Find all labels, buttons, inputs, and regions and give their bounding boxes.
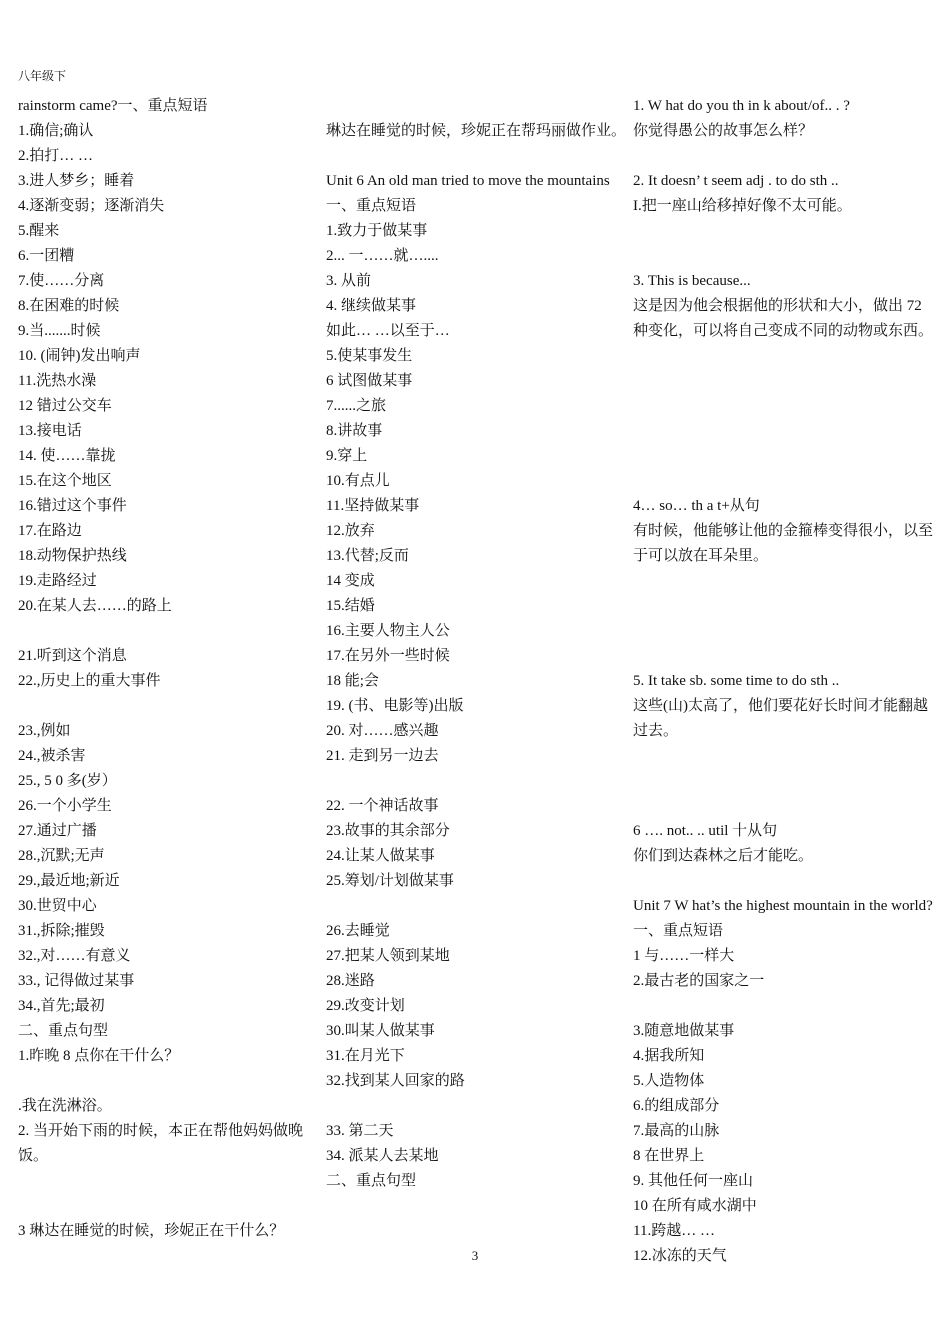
text-line: 10 在所有咸水湖中 — [633, 1198, 757, 1214]
text-line: 你们到达森林之后才能吃。 — [633, 848, 814, 864]
text-line: 23.,例如 — [18, 723, 71, 739]
text-line — [633, 869, 933, 894]
text-line: 2. It doesn’ t seem adj . to do sth .. — [633, 173, 839, 189]
text-line: 3.进人梦乡；睡着 — [18, 173, 135, 189]
page-number: 3 — [471, 1248, 479, 1263]
text-line: 34.,首先;最初 — [18, 998, 105, 1014]
text-line: 33. 第二天 — [326, 1123, 394, 1139]
text-line: 3 琳达在睡觉的时候，珍妮正在干什么？ — [18, 1223, 285, 1239]
text-line — [633, 369, 933, 394]
column-2 — [326, 94, 626, 1194]
text-line: 3.随意地做某事 — [633, 1023, 735, 1039]
text-line: 8 在世界上 — [633, 1148, 705, 1164]
text-line: 11.洗热水澡 — [18, 373, 97, 389]
text-line: 5.人造物体 — [633, 1073, 705, 1089]
text-line — [633, 644, 933, 669]
text-line: 29.,最近地;新近 — [18, 873, 120, 889]
text-line: 2... 一……就….... — [326, 248, 439, 264]
text-line: 6 …. not.. .. util 十从句 — [633, 823, 778, 839]
text-line — [633, 469, 933, 494]
text-line — [326, 769, 626, 794]
text-line: 7.使……分离 — [18, 273, 105, 289]
text-line: Unit 6 An old man tried to move the mountains 一、重点短语 — [326, 173, 610, 214]
text-line: 31.,拆除;摧毁 — [18, 923, 105, 939]
text-line: 7.最高的山脉 — [633, 1123, 720, 1139]
text-line: 1.昨晚 8 点你在干什么？ — [18, 1048, 180, 1064]
text-line: 20. 对……感兴趣 — [326, 723, 439, 739]
text-line — [18, 1069, 316, 1094]
text-line: 22.,历史上的重大事件 — [18, 673, 161, 689]
text-line: 13.代替;反而 — [326, 548, 409, 564]
text-line — [633, 619, 933, 644]
text-line: 12.冰冻的天气 — [633, 1248, 727, 1264]
text-line: 6 试图做某事 — [326, 373, 413, 389]
text-line: 21. 走到另一边去 — [326, 748, 439, 764]
text-line: 16.错过这个事件 — [18, 498, 127, 514]
text-line: 4.据我所知 — [633, 1048, 705, 1064]
text-line: 4.逐渐变弱；逐渐消失 — [18, 198, 165, 214]
text-line: 11.跨越… … — [633, 1223, 715, 1239]
text-line: 13.接电话 — [18, 423, 82, 439]
text-line: 17.在路边 — [18, 523, 82, 539]
text-line: 19.走路经过 — [18, 573, 97, 589]
text-line: 25., 5 0 多(岁） — [18, 773, 117, 789]
text-line: 33., 记得做过某事 — [18, 973, 135, 989]
text-line: 17.在另外一些时候 — [326, 648, 450, 664]
text-line: 7......之旅 — [326, 398, 387, 414]
text-line: 28.,沉默;无声 — [18, 848, 105, 864]
text-line — [633, 744, 933, 769]
text-line — [633, 419, 933, 444]
text-line: Unit 7 W hat’s the highest mountain in the world?一、重点短语 — [633, 898, 933, 939]
text-line: 14. 使……靠拢 — [18, 448, 116, 464]
text-line — [633, 244, 933, 269]
text-line: 6.一团糟 — [18, 248, 75, 264]
text-line: 21.听到这个消息 — [18, 648, 127, 664]
text-line: 5. It take sb. some time to do sth .. — [633, 673, 840, 689]
text-line: 1. W hat do you th in k about/of.. . ? — [633, 98, 850, 114]
column-1 — [18, 94, 316, 1244]
text-line: 2.最古老的国家之一 — [633, 973, 765, 989]
text-line: 这些(山)太高了，他们要花好长时间才能翻越过去。 — [633, 698, 928, 739]
text-line: 31.在月光下 — [326, 1048, 405, 1064]
text-line — [18, 1194, 316, 1219]
text-line: 29.改变计划 — [326, 998, 405, 1014]
page-header: 八年级下 — [18, 69, 67, 83]
text-line: 15.结婚 — [326, 598, 375, 614]
text-line: 18 能;会 — [326, 673, 379, 689]
text-line: 16.主要人物主人公 — [326, 623, 450, 639]
text-line: 32.找到某人回家的路 — [326, 1073, 465, 1089]
text-line: 4. 继续做某事 — [326, 298, 417, 314]
text-line: 30.叫某人做某事 — [326, 1023, 435, 1039]
text-line — [633, 344, 933, 369]
text-line — [326, 1094, 626, 1119]
text-line: 12.放弃 — [326, 523, 375, 539]
text-line: 28.迷路 — [326, 973, 375, 989]
text-line — [633, 444, 933, 469]
text-line: 25.筹划/计划做某事 — [326, 873, 454, 889]
text-line: 20.在某人去……的路上 — [18, 598, 172, 614]
text-line: 二、重点句型 — [18, 1023, 109, 1039]
text-line — [18, 619, 316, 644]
text-line: 18.动物保护热线 — [18, 548, 127, 564]
text-line — [633, 144, 933, 169]
text-line: 6.的组成部分 — [633, 1098, 720, 1114]
text-line: 19. (书、电影等)出版 — [326, 698, 464, 714]
text-line: rainstorm came?一、重点短语 — [18, 98, 208, 114]
text-line — [633, 594, 933, 619]
text-line — [633, 569, 933, 594]
text-line: 1 与……一样大 — [633, 948, 735, 964]
text-line: 23.故事的其余部分 — [326, 823, 450, 839]
text-line: 如此… …以至于… — [326, 323, 450, 339]
text-line: 12 错过公交车 — [18, 398, 112, 414]
text-line: I.把一座山给移掉好像不太可能。 — [633, 198, 852, 214]
text-line: 二、重点句型 — [326, 1173, 417, 1189]
text-line: 34. 派某人去某地 — [326, 1148, 439, 1164]
text-line — [326, 144, 626, 169]
text-line: 26.去睡觉 — [326, 923, 390, 939]
text-line: 26.一个小学生 — [18, 798, 112, 814]
text-line — [18, 1169, 316, 1194]
text-line: 9.当.......时候 — [18, 323, 101, 339]
text-line — [633, 769, 933, 794]
text-line: 15.在这个地区 — [18, 473, 112, 489]
text-line — [326, 94, 626, 119]
text-line: 2. 当开始下雨的时候，本正在帮他妈妈做晚饭。 — [18, 1123, 304, 1164]
text-line: 30.世贸中心 — [18, 898, 97, 914]
text-line: 4… so… th a t+从句 — [633, 498, 760, 514]
text-line: 14 变成 — [326, 573, 375, 589]
text-line: 24.,被杀害 — [18, 748, 86, 764]
text-line — [633, 394, 933, 419]
text-line: 11.坚持做某事 — [326, 498, 420, 514]
text-line — [633, 794, 933, 819]
text-line — [633, 219, 933, 244]
text-line: 27.通过广播 — [18, 823, 97, 839]
text-line: 有时候，他能够让他的金箍棒变得很小，以至于可以放在耳朵里。 — [633, 523, 934, 564]
text-line: 你觉得愚公的故事怎么样？ — [633, 123, 814, 139]
text-line: 3. 从前 — [326, 273, 372, 289]
text-line: 3. This is because... — [633, 273, 751, 289]
text-line: 8.在困难的时候 — [18, 298, 120, 314]
text-line: 27.把某人领到某地 — [326, 948, 450, 964]
text-line: 32.,对……有意义 — [18, 948, 131, 964]
text-line: 22. 一个神话故事 — [326, 798, 439, 814]
text-line: 5.醒来 — [18, 223, 60, 239]
text-line: 琳达在睡觉的时候，珍妮正在帮玛丽做作业。 — [326, 123, 627, 139]
text-line: 这是因为他会根据他的形状和大小，做出 72 种变化，可以将自己变成不同的动物或东西。 — [633, 298, 934, 339]
text-line: 9.穿上 — [326, 448, 368, 464]
column-3 — [633, 94, 933, 1269]
text-line — [326, 894, 626, 919]
text-line: 24.让某人做某事 — [326, 848, 435, 864]
text-line — [18, 694, 316, 719]
text-line: 10.有点儿 — [326, 473, 390, 489]
text-line: 2.拍打… … — [18, 148, 94, 164]
text-line: 10. (闹钟)发出响声 — [18, 348, 141, 364]
text-line: 9. 其他任何一座山 — [633, 1173, 754, 1189]
text-line: 1.确信;确认 — [18, 123, 94, 139]
text-line: 8.讲故事 — [326, 423, 383, 439]
text-line — [633, 994, 933, 1019]
text-line: 5.使某事发生 — [326, 348, 413, 364]
text-line: .我在洗淋浴。 — [18, 1098, 112, 1114]
text-line: 1.致力于做某事 — [326, 223, 428, 239]
